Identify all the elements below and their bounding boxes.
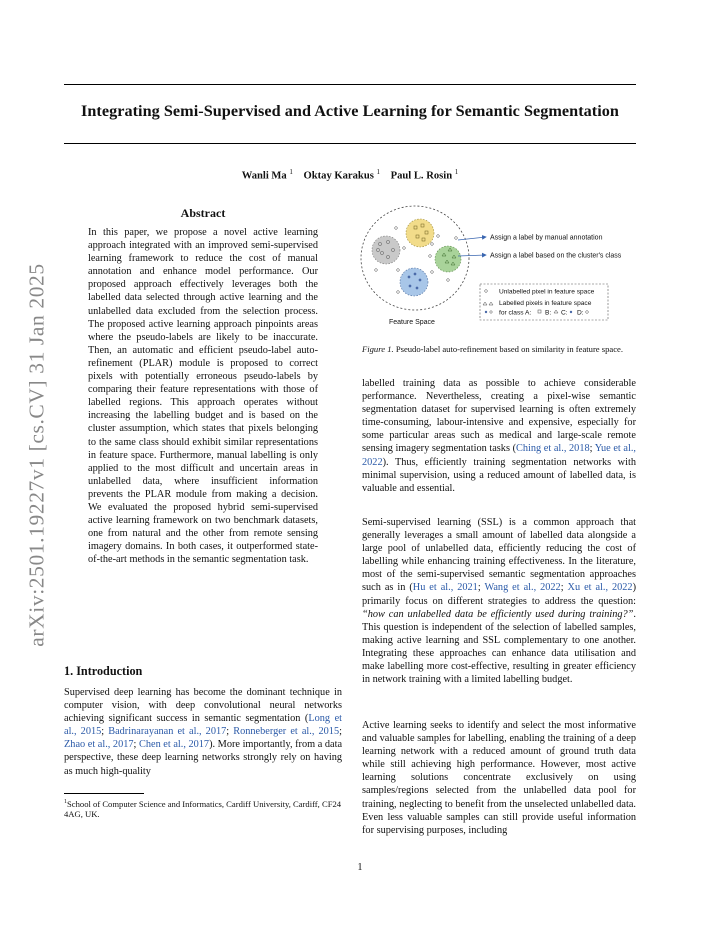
footnote-mark: 1 — [64, 799, 67, 805]
right-paragraph-1: labelled training data as possible to achieve considerable performance. Nevertheless, creating a pixel-wise semantic segmentation dataset for supervised learning is often extremely time-consuming, labour-intensive and expensive, especially for some particular areas such as medical and large-scale remote sensing imagery segmentation tasks (Ching et al., 2018; Yue et al., 2022). Thus, efficiently training segmentation networks with minimal supervision, using a reduced amount of labelled data, is valuable and essential. — [362, 378, 636, 494]
author-name: Paul L. Rosin — [390, 170, 453, 182]
cluster-b — [406, 219, 434, 247]
figure-1-diagram — [358, 200, 640, 332]
abstract-heading: Abstract — [180, 206, 226, 220]
emphasized-text: “how can unlabelled data be efficiently used during training?” — [362, 608, 634, 620]
arrow-manual — [458, 237, 486, 240]
legend-labelled-icon — [483, 302, 493, 305]
arrow-cluster — [458, 255, 486, 256]
legend-labelled-text: Labelled pixels in feature space — [499, 300, 592, 307]
title-bottom-rule — [64, 143, 636, 144]
citation-link[interactable]: Ronneberger et al., 2015 — [233, 726, 340, 738]
legend-class-d: D: — [577, 309, 584, 317]
legend-unlabelled-text: Unlabelled pixel in feature space — [499, 288, 595, 296]
author-affiliation-mark: 1 — [454, 168, 459, 176]
top-rule — [64, 84, 636, 85]
section-heading-introduction: 1. Introduction — [64, 664, 143, 678]
label-manual-annotation: Assign a label by manual annotation — [490, 234, 603, 242]
paper-title: Integrating Semi-Supervised and Active Learning for Semantic Segmentation — [81, 102, 619, 120]
footnote-text: School of Computer Science and Informatics, Cardiff University, Cardiff, CF24 4AG, UK. — [64, 798, 342, 820]
citation-link[interactable]: Long et al., 2015 — [64, 713, 342, 738]
author-name: Wanli Ma — [241, 170, 287, 182]
author-affiliation-mark: 1 — [289, 168, 293, 176]
legend-class-b-mark — [554, 310, 558, 313]
legend-for-class: for class A: — [499, 309, 532, 317]
citation-link[interactable]: Chen et al., 2017 — [138, 739, 210, 751]
legend-class-d-mark — [586, 311, 589, 314]
citation-link[interactable]: Wang et al., 2022 — [484, 582, 561, 594]
right-paragraph-2: Semi-supervised learning (SSL) is a common approach that generally leverages a small amount of labelled data alongside a large pool of unlabelled data, efficiently reducing the cost of labelling while enhancing training effectiveness. In the literature, most of the semi-supervised semantic segmentation approaches such as in (Hu et al., 2021; Wang et al., 2022; Xu et al., 2022) primarily focus on different strategies to address the question: “how can unlabelled data be efficiently used during training?”. This question is independent of the selection of labelled samples, making active learning and SSL complementary to one another. Integrating these approaches can enhance data utilisation and make labelling more cost-effective, resulting in greater efficiency in network training with a limited labelling budget. — [362, 517, 637, 686]
legend-class-c: C: — [561, 309, 568, 317]
figure-1-caption — [362, 344, 636, 355]
legend-class-icon — [485, 311, 487, 313]
citation-link[interactable]: Hu et al., 2021 — [412, 582, 478, 594]
cluster-d — [400, 268, 428, 296]
cluster-c — [435, 246, 461, 272]
legend-class-b: B: — [545, 309, 552, 317]
legend-class-c-mark — [570, 311, 572, 313]
citation-link[interactable]: Zhao et al., 2017 — [64, 739, 134, 751]
author-name: Oktay Karakus — [303, 170, 374, 182]
caption-text: Pseudo-label auto-refinement based on similarity in feature space. — [393, 344, 623, 354]
citation-link[interactable]: Xu et al., 2022 — [567, 582, 633, 594]
page-number: 1 — [357, 862, 363, 873]
legend-unlabelled-icon — [485, 290, 488, 293]
author-affiliation-mark: 1 — [376, 168, 380, 176]
affiliation-footnote — [64, 797, 342, 820]
intro-paragraph-1: Supervised deep learning has become the dominant technique in computer vision, with deep convolutional neural networks achieving significant success in semantic segmentation (Long et al., 2015; Badrinarayanan et al., 2017; Ronneberger et al., 2015; Zhao et al., 2017; Chen et al., 2017). More importantly, from a data perspective, these deep learning networks strongly rely on having as much high-quality — [64, 687, 343, 777]
arxiv-watermark: arXiv:2501.19227v1 [cs.CV] 31 Jan 2025 — [24, 263, 49, 647]
right-paragraph-3: Active learning seeks to identify and select the most informative and valuable samples for labelling, enabling the training of a deep learning network with a reduced amount of ground truth data while still achieving high performance. However, most active learning solutions concentrate exclusively on using samples/regions selected from the unlabelled data pool for training, neglecting to benefit from the unselected unlabelled data. Even less valuable samples can still provide useful information for supervising purposes, including — [362, 720, 636, 836]
footnote-rule — [64, 793, 144, 794]
citation-link[interactable]: Badrinarayanan et al., 2017 — [108, 726, 227, 738]
author-list — [64, 168, 636, 182]
abstract-text: In this paper, we propose a novel active learning approach integrated with an improved semi-supervised learning framework to reduce the cost of manual annotation and enhance model performance. Our proposed approach effectively leverages both the labelled data selected through active learning and the unlabelled data excluded from the selection process. The proposed active learning approach pinpoints areas where the pseudo-labels are likely to be inaccurate. Then, an automatic and efficient pseudo-label auto-refinement (PLAR) module is proposed to correct pixels with potentially erroneous pseudo-labels by comparing their feature representations with those of labelled regions. This approach operates without increasing the labelling budget and is based on the cluster assumption, which states that pixels belonging to the same class should exhibit similar representations in feature space. Furthermore, manual labelling is only applied to the most difficult and uncertain areas in unlabelled data, where insufficient information prevents the PLAR module from making a decision. We evaluated the proposed hybrid semi-supervised active learning framework on two benchmark datasets, one from natural and the other from remote sensing imagery domains. In both cases, it outperformed state-of-the-art methods in the semantic segmentation task. — [88, 227, 318, 566]
citation-link[interactable]: Ching et al., 2018 — [516, 443, 590, 455]
label-cluster-class: Assign a label based on the cluster's class — [490, 252, 622, 260]
legend-class-icon-2 — [490, 311, 492, 313]
citation-link[interactable]: Yue et al., 2022 — [362, 443, 636, 468]
caption-label: Figure 1. — [362, 344, 394, 354]
legend-class-a-mark — [538, 310, 541, 313]
feature-space-label: Feature Space — [389, 319, 435, 326]
